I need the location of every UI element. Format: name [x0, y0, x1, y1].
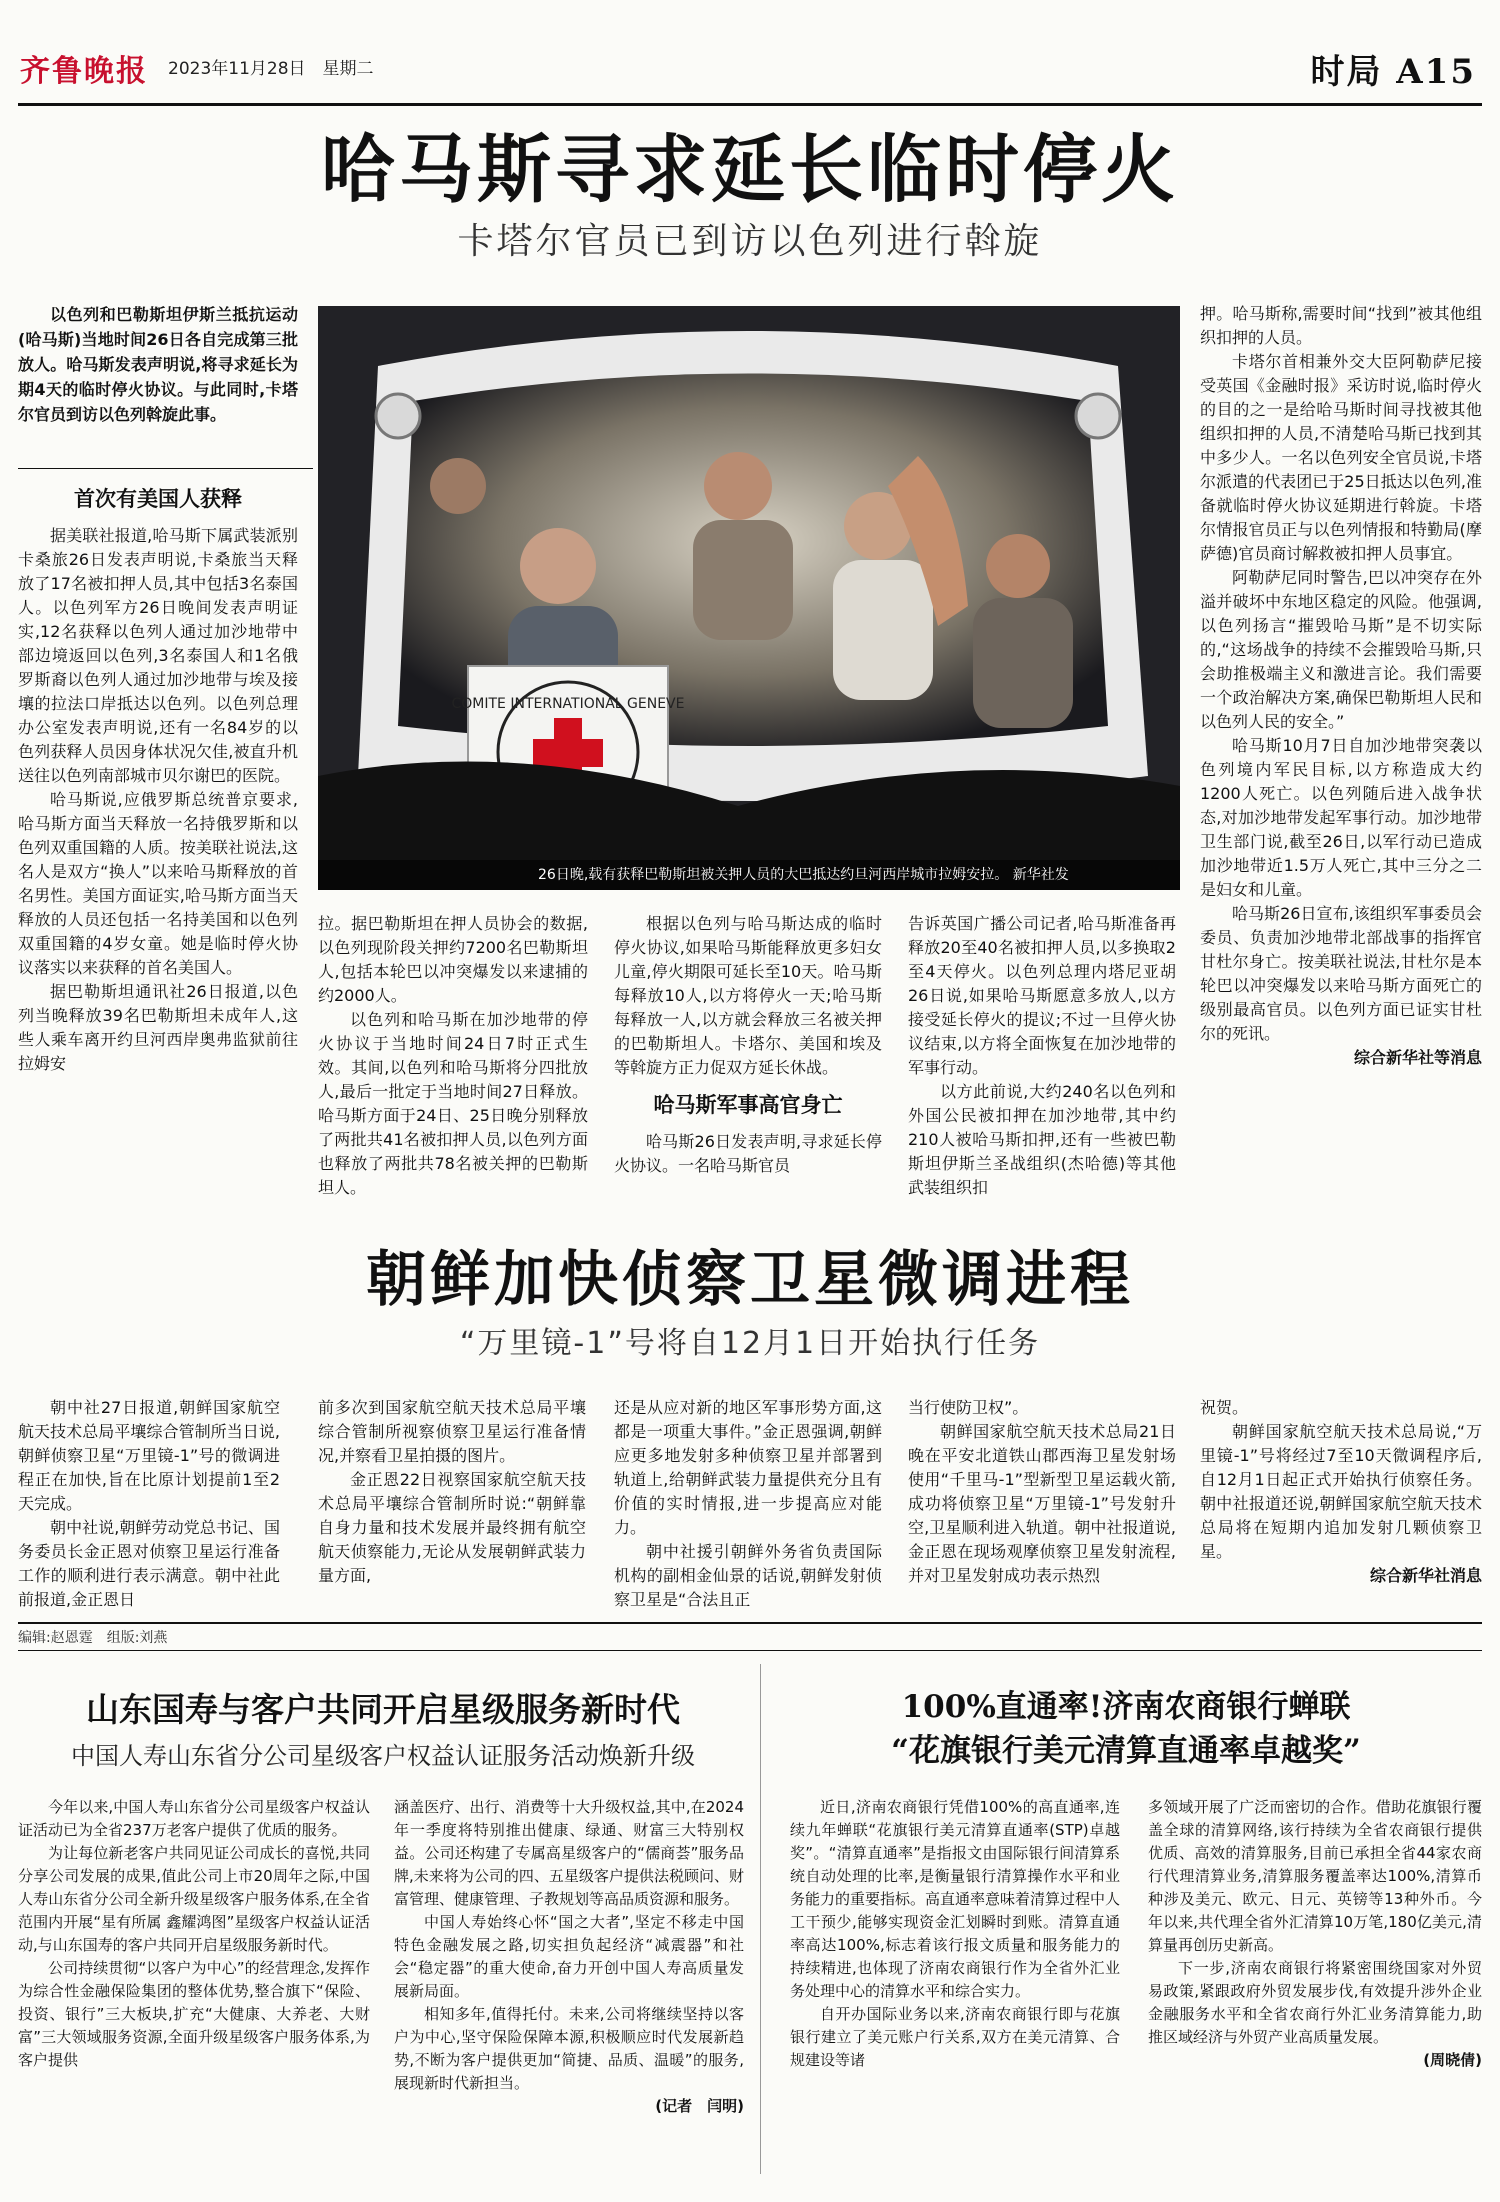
story2-column-3 — [614, 1396, 882, 1612]
ad2-column-1 — [790, 1796, 1120, 2168]
story2-subhead: “万里镜-1”号将自12月1日开始执行任务 — [459, 1326, 1041, 1361]
ad1-signature: (记者 闫明) — [655, 2097, 744, 2115]
news-photo — [318, 306, 1180, 890]
story2-headline: 朝鲜加快侦察卫星微调进程 — [366, 1245, 1134, 1315]
story2-column-2 — [318, 1396, 586, 1612]
editors-line: 编辑:赵恩霆 组版:刘燕 — [18, 1630, 168, 1646]
paragraph: 近日,济南农商银行凭借100%的高直通率,连续九年蝉联“花旗银行美元清算直通率(STP)卓越奖”。“清算直通率”是指报文由国际银行间清算系统自动处理的比率,是衡量银行清算操作水平和业务能力的重要指标。高直通率意味着清算过程中人工干预少,能够实现资金汇划瞬时到账。清算直通率高达100%,标志着该行报文质量和服务能力的持续精进,也体现了济南农商银行作为全省外汇业务处理中心的清算水平和综合实力。 — [790, 1798, 1120, 2000]
paragraph: 拉。据巴勒斯坦在押人员协会的数据,以色列现阶段关押约7200名巴勒斯坦人,包括本轮巴以冲突爆发以来逮捕的约2000人。 — [318, 914, 588, 1005]
flag-text: COMITE INTERNATIONAL GENEVE — [451, 696, 685, 712]
paragraph: 卡塔尔首相兼外交大臣阿勒萨尼接受英国《金融时报》采访时说,临时停火的目的之一是给哈马斯时间寻找被其他组织扣押的人员,不清楚哈马斯已找到其中多少人。一名以色列安全官员说,卡塔尔派遣的代表团已于25日抵达以色列,准备就临时停火协议延期进行斡旋。卡塔尔情报官员正与以色列情报和特勤局(摩萨德)官员商讨解救被扣押人员事宜。 — [1200, 352, 1482, 563]
story1-column-2 — [318, 912, 588, 1224]
paragraph: 还是从应对新的地区军事形势方面,这都是一项重大事件。”金正恩强调,朝鲜应更多地发射多种侦察卫星并部署到轨道上,给朝鲜武装力量提供充分且有价值的实时情报,进一步提高应对能力。 — [614, 1398, 882, 1537]
paragraph: 涵盖医疗、出行、消费等十大升级权益,其中,在2024年一季度将特别推出健康、绿通、财富三大特别权益。公司还构建了专属高星级客户的“儒商荟”服务品牌,未来将为公司的四、五星级客户提供法税顾问、财富管理、健康管理、子教规划等高品质资源和服务。 — [394, 1798, 744, 1908]
story1-column-1 — [18, 474, 298, 1260]
story1-lede — [18, 302, 298, 462]
editorial-divider — [18, 1622, 1482, 1624]
masthead-rule — [18, 103, 1482, 106]
lede-text: 以色列和巴勒斯坦伊斯兰抵抗运动(哈马斯)当地时间26日各自完成第三批放人。哈马斯发表声明说,将寻求延长为期4天的临时停火协议。与此同时,卡塔尔官员到访以色列斡旋此事。 — [18, 305, 298, 424]
paragraph: 公司持续贯彻“以客户为中心”的经营理念,发挥作为综合性金融保险集团的整体优势,整合旗下“保险、投资、银行”三大板块,扩充“大健康、大养老、大财富”三大领域服务资源,全面升级星级客户服务体系,为客户提供 — [18, 1959, 370, 2069]
newspaper-logo: 齐鲁晚报 — [20, 54, 148, 89]
story2-column-5 — [1200, 1396, 1482, 1612]
paragraph: 中国人寿始终心怀“国之大者”,坚定不移走中国特色金融发展之路,切实担负起经济“减震器”和社会“稳定器”的重大使命,奋力开创中国人寿高质量发展新局面。 — [394, 1913, 744, 2000]
story1-subtitle-2: 哈马斯军事高官身亡 — [653, 1092, 843, 1117]
paragraph: 告诉英国广播公司记者,哈马斯准备再释放20至40名被扣押人员,以多换取2至4天停火。以色列总理内塔尼亚胡26日说,如果哈马斯愿意多放人,以方接受延长停火的提议;不过一旦停火协议结束,以方将全面恢复在加沙地带的军事行动。 — [908, 914, 1176, 1077]
bus-photo-illustration — [318, 306, 1180, 890]
paragraph: 下一步,济南农商银行将紧密围绕国家对外贸易政策,紧跟政府外贸发展步伐,有效提升涉外企业金融服务水平和全省农商行外汇业务清算能力,助推区域经济与外贸产业高质量发展。 — [1148, 1959, 1482, 2046]
lede-divider — [18, 468, 313, 469]
story1-subtitle-1: 首次有美国人获释 — [74, 486, 242, 511]
paragraph: 哈马斯说,应俄罗斯总统普京要求,哈马斯方面当天释放一名持俄罗斯和以色列双重国籍的人质。按美联社说法,这名人是双方“换人”以来哈马斯释放的首名男性。美国方面证实,哈马斯方面当天释放的人员还包括一名持美国和以色列双重国籍的4岁女童。她是临时停火协议落实以来获释的首名美国人。 — [18, 790, 298, 977]
photo-caption: 26日晚,载有获释巴勒斯坦被关押人员的大巴抵达约旦河西岸城市拉姆安拉。 新华社发 — [318, 860, 1180, 890]
page-section: 时局 A15 — [1310, 52, 1476, 92]
ad2-column-2 — [1148, 1796, 1482, 2168]
paragraph: 朝中社援引朝鲜外务省负责国际机构的副相金仙景的话说,朝鲜发射侦察卫星是“合法且正 — [614, 1542, 882, 1609]
paragraph: 据巴勒斯坦通讯社26日报道,以色列当晚释放39名巴勒斯坦未成年人,这些人乘车离开约旦河西岸奥弗监狱前往拉姆安 — [18, 982, 298, 1073]
ad2-title-line-2: “花旗银行美元清算直通率卓越奖” — [891, 1733, 1361, 1769]
issue-date: 2023年11月28日 星期二 — [168, 59, 374, 79]
paragraph: 朝鲜国家航空航天技术总局说,“万里镜-1”号将经过7至10天微调程序后,自12月1日起正式开始执行侦察任务。朝中社报道还说,朝鲜国家航空航天技术总局将在短期内追加发射几颗侦察卫星。 — [1200, 1422, 1482, 1561]
paragraph: 哈马斯10月7日自加沙地带突袭以色列境内军民目标,以方称造成大约1200人死亡。以色列随后进入战争状态,对加沙地带发起军事行动。加沙地带卫生部门说,截至26日,以军行动已造成加沙地带近1.5万人死亡,其中三分之二是妇女和儿童。 — [1200, 736, 1482, 899]
paragraph: 以色列和哈马斯在加沙地带的停火协议于当地时间24日7时正式生效。其间,以色列和哈马斯将分四批放人,最后一批定于当地时间27日释放。哈马斯方面于24日、25日晚分别释放了两批共41名被扣押人员,以色列方面也释放了两批共78名被关押的巴勒斯坦人。 — [318, 1010, 588, 1197]
paragraph: 今年以来,中国人寿山东省分公司星级客户权益认证活动已为全省237万老客户提供了优质的服务。 — [18, 1798, 370, 1839]
ad2-signature: (周晓倩) — [1423, 2051, 1482, 2069]
story2-column-1 — [18, 1396, 280, 1612]
paragraph: 多领域开展了广泛而密切的合作。借助花旗银行覆盖全球的清算网络,该行持续为全省农商银行提供优质、高效的清算服务,目前已承担全省44家农商行代理清算业务,清算服务覆盖率达100%,清算币种涉及美元、欧元、日元、英镑等13种外币。今年以来,共代理全省外汇清算10万笔,180亿美元,清算量再创历史新高。 — [1148, 1798, 1482, 1954]
paragraph: 当行使防卫权”。 — [908, 1398, 1029, 1417]
paragraph: 阿勒萨尼同时警告,巴以冲突存在外溢并破坏中东地区稳定的风险。他强调,以色列扬言“摧毁哈马斯”是不切实际的,“这场战争的持续不会摧毁哈马斯,只会助推极端主义和激进言论。我们需要一个政治解决方案,确保巴勒斯坦人民和以色列人民的安全。” — [1200, 568, 1482, 731]
paragraph: 朝中社说,朝鲜劳动党总书记、国务委员长金正恩对侦察卫星运行准备工作的顺利进行表示满意。朝中社此前报道,金正恩日 — [18, 1518, 280, 1609]
ad-vertical-divider — [760, 1664, 761, 2174]
paragraph: 以方此前说,大约240名以色列和外国公民被扣押在加沙地带,其中约210人被哈马斯扣押,还有一些被巴勒斯坦伊斯兰圣战组织(杰哈德)等其他武装组织扣 — [908, 1082, 1176, 1197]
masthead — [18, 40, 1480, 102]
story1-signature: 综合新华社等消息 — [1353, 1048, 1482, 1067]
paragraph: 自开办国际业务以来,济南农商银行即与花旗银行建立了美元账户行关系,双方在美元清算、合规建设等诸 — [790, 2005, 1120, 2069]
ad1-column-1 — [18, 1796, 370, 2168]
story1-headline: 哈马斯寻求延长临时停火 — [321, 127, 1179, 213]
paragraph: 根据以色列与哈马斯达成的临时停火协议,如果哈马斯能释放更多妇女儿童,停火期限可延长至10天。哈马斯每释放10人,以方将停火一天;哈马斯每释放一人,以方就会释放三名被关押的巴勒斯坦人。卡塔尔、美国和埃及等斡旋方正力促双方延长休战。 — [614, 914, 882, 1077]
ad-divider — [18, 1650, 1482, 1651]
story1-column-3 — [614, 912, 882, 1224]
paragraph: 朝中社27日报道,朝鲜国家航空航天技术总局平壤综合管制所当日说,朝鲜侦察卫星“万里镜-1”号的微调进程正在加快,旨在比原计划提前1至2天完成。 — [18, 1398, 280, 1513]
ad1-title: 山东国寿与客户共同开启星级服务新时代 — [86, 1690, 680, 1729]
story1-subhead: 卡塔尔官员已到访以色列进行斡旋 — [457, 221, 1043, 262]
ad1-column-2 — [394, 1796, 744, 2168]
story1-column-4 — [908, 912, 1176, 1224]
ad2-title-line-1: 100%直通率!济南农商银行蝉联 — [901, 1689, 1351, 1725]
paragraph: 据美联社报道,哈马斯下属武装派别卡桑旅26日发表声明说,卡桑旅当天释放了17名被扣押人员,其中包括3名泰国人。以色列军方26日晚间发表声明证实,12名获释以色列人通过加沙地带中部边境返回以色列,3名泰国人和1名俄罗斯裔以色列人通过加沙地带与埃及接壤的拉法口岸抵达以色列。以色列总理办公室发表声明说,还有一名84岁的以色列获释人员因身体状况欠佳,被直升机送往以色列南部城市贝尔谢巴的医院。 — [18, 526, 298, 785]
paragraph: 相知多年,值得托付。未来,公司将继续坚持以客户为中心,坚守保险保障本源,积极顺应时代发展新趋势,不断为客户提供更加“简捷、品质、温暖”的服务,展现新时代新担当。 — [394, 2005, 744, 2092]
story1-column-5 — [1200, 302, 1482, 1222]
paragraph: 哈马斯26日发表声明,寻求延长停火协议。一名哈马斯官员 — [614, 1132, 882, 1175]
story2-column-4 — [908, 1396, 1176, 1612]
ad1-subtitle: 中国人寿山东省分公司星级客户权益认证服务活动焕新升级 — [71, 1742, 695, 1770]
paragraph: 为让每位新老客户共同见证公司成长的喜悦,共同分享公司发展的成果,值此公司上市20周年之际,中国人寿山东省分公司全新升级星级客户服务体系,在全省范围内开展“星有所属 鑫耀鸿图”星级客户权益认证活动,与山东国寿的客户共同开启星级服务新时代。 — [18, 1844, 370, 1954]
paragraph: 押。哈马斯称,需要时间“找到”被其他组织扣押的人员。 — [1200, 304, 1482, 347]
paragraph: 祝贺。 — [1200, 1398, 1249, 1417]
paragraph: 哈马斯26日宣布,该组织军事委员会委员、负责加沙地带北部战事的指挥官甘杜尔身亡。按美联社说法,甘杜尔是本轮巴以冲突爆发以来哈马斯方面死亡的级别最高官员。以色列方面已证实甘杜尔的死讯。 — [1200, 904, 1482, 1043]
paragraph: 金正恩22日视察国家航空航天技术总局平壤综合管制所时说:“朝鲜靠自身力量和技术发展并最终拥有航空航天侦察能力,无论从发展朝鲜武装力量方面, — [318, 1470, 586, 1585]
story2-signature: 综合新华社消息 — [1369, 1566, 1482, 1585]
paragraph: 朝鲜国家航空航天技术总局21日晚在平安北道铁山郡西海卫星发射场使用“千里马-1”型新型卫星运载火箭,成功将侦察卫星“万里镜-1”号发射升空,卫星顺利进入轨道。朝中社报道说,金正恩在现场观摩侦察卫星发射流程,并对卫星发射成功表示热烈 — [908, 1422, 1176, 1585]
paragraph: 前多次到国家航空航天技术总局平壤综合管制所视察侦察卫星运行准备情况,并察看卫星拍摄的图片。 — [318, 1398, 586, 1465]
